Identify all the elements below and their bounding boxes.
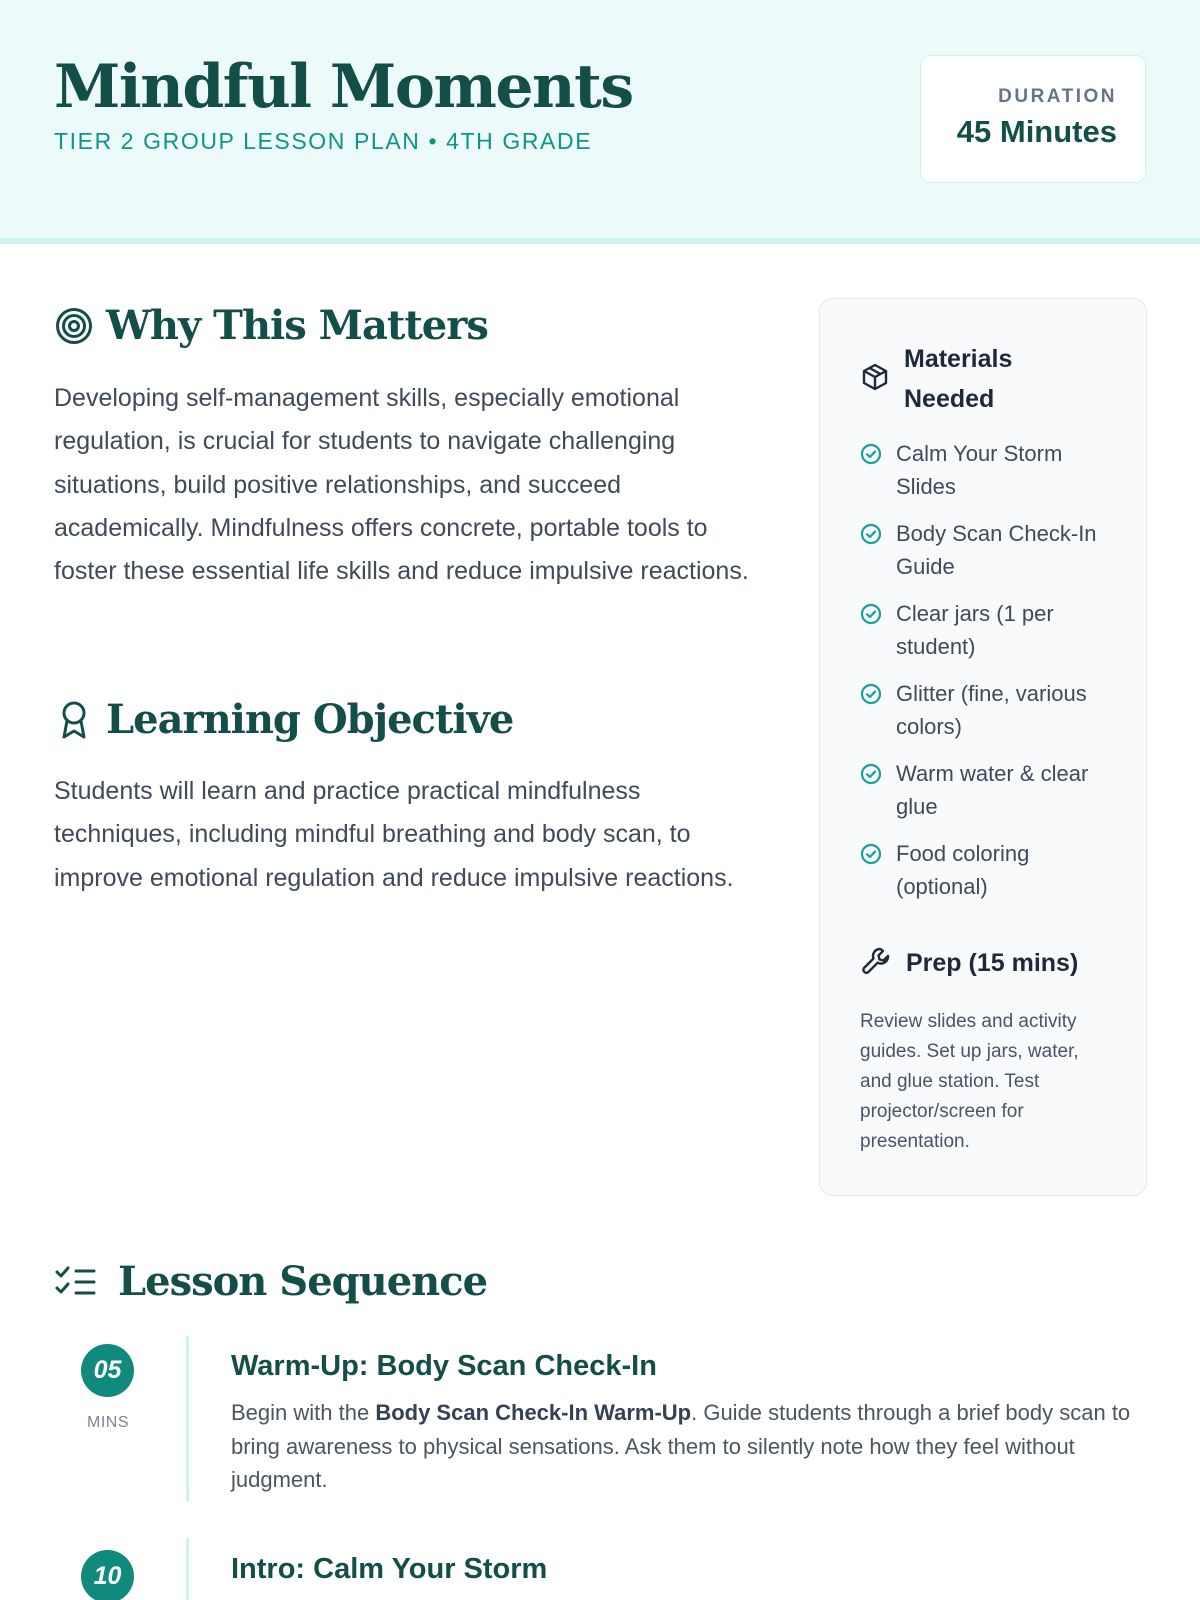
check-circle-icon [860,683,882,705]
step-minutes-badge: 05 [81,1344,134,1397]
prep-title: Prep (15 mins) [906,949,1079,977]
duration-label: DURATION [998,86,1117,107]
materials-sidebar [819,298,1147,1196]
page-header [0,0,1200,244]
why-section-header [54,302,488,349]
why-title: Why This Matters [106,302,488,349]
step-description: Begin with the Body Scan Check-In Warm-Up. Guide students through a brief body scan to bring awareness to physical sensations. Ask them to silently note how they feel without judgment. [231,1400,1131,1492]
timeline-line [186,1538,189,1600]
check-circle-icon [860,843,882,865]
check-circle-icon [860,763,882,785]
sequence-step [54,1344,1146,1514]
material-label: Body Scan Check-In Guide [896,521,1097,579]
material-label: Glitter (fine, various colors) [896,681,1087,739]
material-label: Food coloring (optional) [896,841,1030,899]
list-checks-icon [54,1262,98,1302]
duration-card [920,55,1146,183]
list-item [860,757,1120,823]
sequence-title: Lesson Sequence [118,1258,488,1305]
page-subtitle: TIER 2 GROUP LESSON PLAN • 4TH GRADE [54,128,593,154]
list-item [860,437,1120,503]
list-item [860,677,1120,743]
prep-header [860,945,1078,982]
list-item [860,837,1120,903]
target-icon [54,306,94,346]
check-circle-icon [860,443,882,465]
step-title: Warm-Up: Body Scan Check-In [231,1350,657,1382]
objective-text: Students will learn and practice practical mindfulness techniques, including mindful breathing and body scan, to improve emotional regulation and reduce impulsive reactions. [54,777,734,892]
list-item [860,597,1120,663]
step-minutes-badge: 10 [81,1550,134,1600]
step-title: Intro: Calm Your Storm [231,1553,548,1585]
why-text: Developing self-management skills, especially emotional regulation, is crucial for students to navigate challenging situations, build positive relationships, and succeed academically. Mindfulness offers concrete, portable tools to foster these essential life skills and reduce impulsive reactions. [54,384,749,586]
materials-list [860,437,1120,917]
package-icon [860,362,890,397]
timeline-line [186,1336,189,1501]
duration-value: 45 Minutes [956,114,1117,149]
material-label: Clear jars (1 per student) [896,601,1054,659]
material-label: Warm water & clear glue [896,761,1089,819]
award-icon [54,700,94,740]
page-title: Mindful Moments [54,52,633,122]
wrench-icon [860,945,892,982]
objective-section-header [54,696,513,743]
step-minutes-unit: MINS [87,1414,129,1431]
check-circle-icon [860,523,882,545]
sequence-step [54,1550,1146,1600]
check-circle-icon [860,603,882,625]
prep-text: Review slides and activity guides. Set up jars, water, and glue station. Test projector/screen for presentation. [860,1011,1079,1152]
materials-header [860,339,1034,419]
sequence-section-header [54,1258,487,1305]
material-label: Calm Your Storm Slides [896,441,1063,499]
materials-title: Materials Needed [904,345,1013,413]
objective-title: Learning Objective [106,696,514,743]
list-item [860,517,1120,583]
